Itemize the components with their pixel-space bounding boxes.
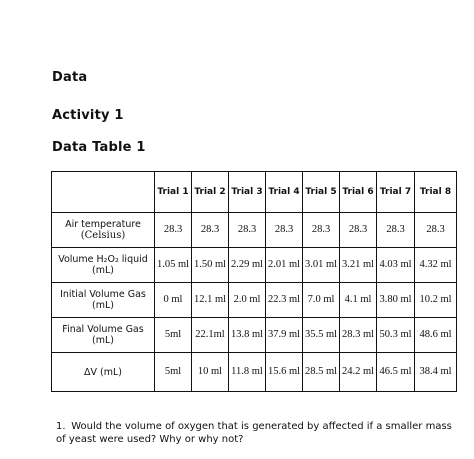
table-cell: 12.1 ml (192, 283, 229, 318)
table-cell: 28.3 (340, 213, 377, 248)
table-cell: 11.8 ml (229, 353, 266, 392)
table-row (52, 213, 457, 248)
data-table (51, 171, 457, 392)
table-cell: 4.1 ml (340, 283, 377, 318)
row-label: Initial Volume Gas (mL) (52, 283, 155, 318)
table-cell: 28.3 (229, 213, 266, 248)
table-cell: 22.1ml (192, 318, 229, 353)
table-header-row (52, 172, 457, 213)
column-header: Trial 5 (303, 172, 340, 213)
section-heading-data: Data (52, 70, 88, 85)
table-cell: 5ml (155, 353, 192, 392)
row-label: Final Volume Gas (mL) (52, 318, 155, 353)
table-cell: 28.3 (303, 213, 340, 248)
table-cell: 28.5 ml (303, 353, 340, 392)
table-cell: 5ml (155, 318, 192, 353)
row-label: ΔV (mL) (52, 353, 155, 392)
table-row (52, 353, 457, 392)
row-label (52, 213, 155, 248)
table-row (52, 283, 457, 318)
table-row (52, 318, 457, 353)
table-cell: 4.32 ml (415, 248, 457, 283)
table-cell: 22.3 ml (266, 283, 303, 318)
table-cell: 3.01 ml (303, 248, 340, 283)
table-cell: 7.0 ml (303, 283, 340, 318)
table-cell: 28.3 (266, 213, 303, 248)
table-cell: 46.5 ml (377, 353, 415, 392)
table-cell: 13.8 ml (229, 318, 266, 353)
table-cell: 37.9 ml (266, 318, 303, 353)
table-cell: 28.3 (192, 213, 229, 248)
table-row (52, 248, 457, 283)
table-title: Data Table 1 (52, 140, 146, 155)
row-label: Volume H₂O₂ liquid (mL) (52, 248, 155, 283)
table-cell: 28.3 (377, 213, 415, 248)
column-header: Trial 7 (377, 172, 415, 213)
row-label-text: Air temperature (65, 219, 141, 230)
question-number: 1. (56, 421, 66, 432)
table-cell: 2.29 ml (229, 248, 266, 283)
table-cell: 3.80 ml (377, 283, 415, 318)
table-cell: 28.3 (415, 213, 457, 248)
table-cell: 3.21 ml (340, 248, 377, 283)
question-item (56, 421, 456, 446)
table-cell: 1.05 ml (155, 248, 192, 283)
table-cell: 2.0 ml (229, 283, 266, 318)
table-cell: 50.3 ml (377, 318, 415, 353)
table-cell: 10.2 ml (415, 283, 457, 318)
table-cell: 10 ml (192, 353, 229, 392)
table-cell: 0 ml (155, 283, 192, 318)
column-header: Trial 4 (266, 172, 303, 213)
table-cell: 2.01 ml (266, 248, 303, 283)
table-cell: 15.6 ml (266, 353, 303, 392)
section-heading-activity: Activity 1 (52, 108, 124, 123)
column-header: Trial 1 (155, 172, 192, 213)
column-header: Trial 2 (192, 172, 229, 213)
table-cell: 35.5 ml (303, 318, 340, 353)
table-cell: 28.3 (155, 213, 192, 248)
column-header: Trial 6 (340, 172, 377, 213)
column-header: Trial 8 (415, 172, 457, 213)
table-cell: 48.6 ml (415, 318, 457, 353)
table-cell: 38.4 ml (415, 353, 457, 392)
column-header: Trial 3 (229, 172, 266, 213)
table-cell: 24.2 ml (340, 353, 377, 392)
table-cell: 1.50 ml (192, 248, 229, 283)
table-cell: 4.03 ml (377, 248, 415, 283)
row-label-unit: (Celsius) (80, 230, 126, 241)
table-cell: 28.3 ml (340, 318, 377, 353)
table-corner-cell (52, 172, 155, 213)
question-text: Would the volume of oxygen that is generated by affected if a smaller mass of yeast were used? Why or why not? (56, 421, 452, 445)
